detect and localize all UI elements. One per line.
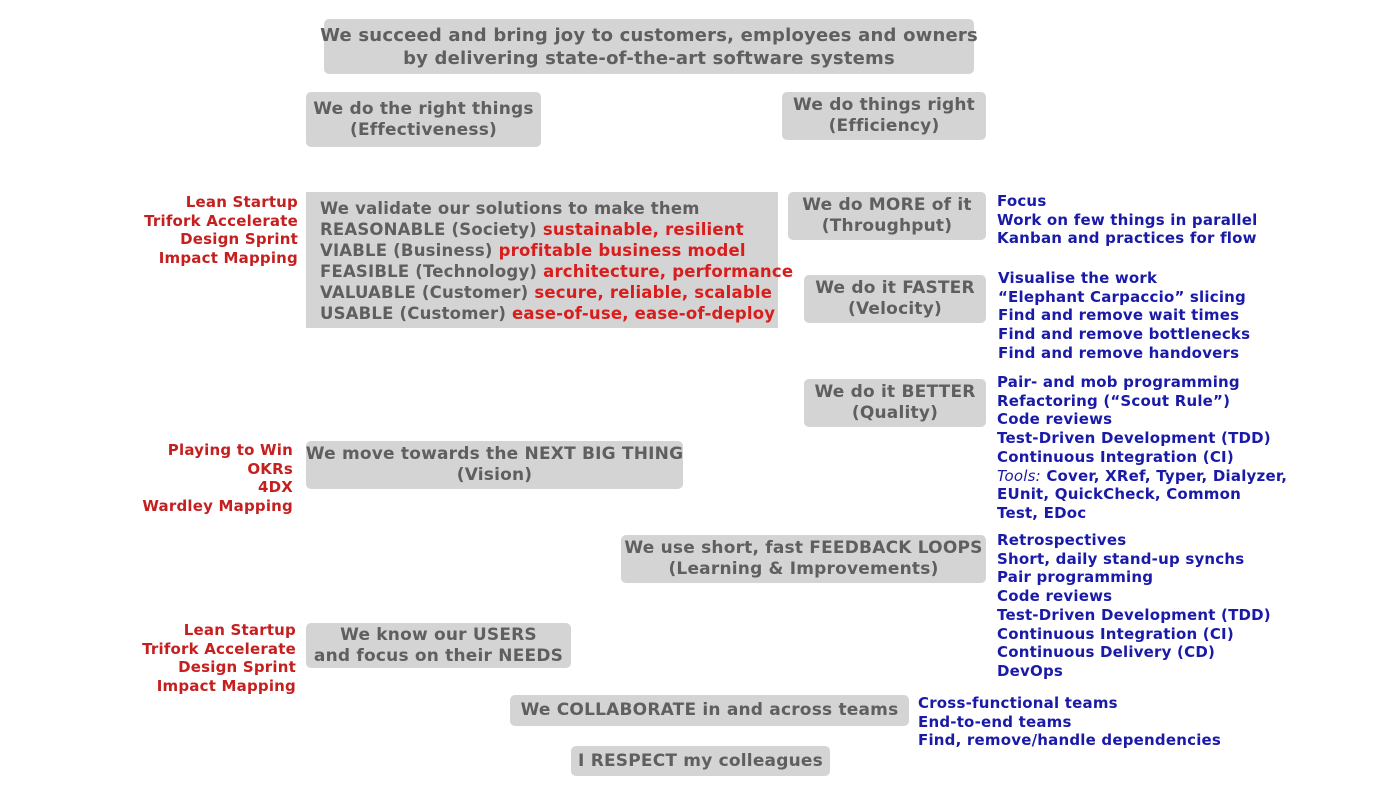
efficiency-line-1: We do things right (793, 95, 975, 115)
list-item: Playing to Win (167, 441, 293, 459)
list-item: Continuous Integration (CI) (997, 447, 1234, 466)
throughput-practices-list (997, 192, 1257, 248)
list-item: Lean Startup (183, 621, 296, 639)
quality-line-2: (Quality) (851, 403, 939, 423)
tools-line: Test, EDoc (997, 503, 1087, 522)
quality-practices-list (997, 373, 1287, 523)
respect-box (571, 746, 830, 776)
list-item: Find, remove/handle dependencies (918, 731, 1222, 750)
validate-intro: We validate our solutions to make them (320, 199, 700, 218)
mission-line-1: We succeed and bring joy to customers, employees and owners (320, 24, 978, 46)
list-item: Visualise the work (998, 269, 1158, 287)
list-item: Short, daily stand-up synchs (997, 549, 1245, 568)
users-line-1: We know our USERS (340, 624, 537, 645)
users-methods-list (142, 621, 296, 696)
list-item: Continuous Delivery (CD) (997, 643, 1216, 662)
tools-line: EUnit, QuickCheck, Common (997, 485, 1241, 504)
quality-line-1: We do it BETTER (814, 382, 976, 402)
list-item: Find and remove handovers (998, 343, 1240, 362)
users-line-2: and focus on their NEEDS (313, 645, 564, 666)
vision-line-1: We move towards the NEXT BIG THING (305, 444, 684, 464)
collaborate-practices-list (918, 694, 1221, 750)
efficiency-box (782, 92, 986, 140)
list-item: Trifork Accelerate (144, 211, 298, 230)
collaborate-box (510, 695, 909, 726)
list-item: Test-Driven Development (TDD) (997, 605, 1271, 624)
list-item: Focus (997, 192, 1047, 210)
throughput-line-2: (Throughput) (821, 216, 953, 236)
effectiveness-line-2: (Effectiveness) (350, 119, 497, 140)
vision-box (306, 441, 683, 489)
velocity-box (804, 275, 986, 323)
list-item: Wardley Mapping (142, 497, 293, 516)
list-item: DevOps (997, 661, 1064, 680)
throughput-line-1: We do MORE of it (802, 195, 972, 215)
throughput-box (788, 192, 986, 240)
validate-row: VIABLE (Business) profitable business model (320, 241, 746, 260)
list-item: OKRs (247, 459, 293, 478)
list-item: Refactoring (“Scout Rule”) (997, 391, 1231, 410)
efficiency-line-2: (Efficiency) (828, 116, 940, 136)
list-item: Code reviews (997, 587, 1113, 606)
velocity-line-2: (Velocity) (848, 299, 942, 319)
collaborate-line-1: We COLLABORATE in and across teams (520, 700, 899, 720)
feedback-line-1: We use short, fast FEEDBACK LOOPS (624, 538, 983, 558)
list-item: Impact Mapping (158, 249, 298, 268)
validate-row: REASONABLE (Society) sustainable, resilient (320, 220, 744, 239)
list-item: End-to-end teams (918, 712, 1072, 731)
list-item: Impact Mapping (156, 677, 296, 696)
list-item: Design Sprint (178, 658, 296, 677)
list-item: Continuous Integration (CI) (997, 624, 1234, 643)
feedback-box (621, 535, 986, 583)
list-item: Trifork Accelerate (142, 639, 296, 658)
list-item: Retrospectives (997, 531, 1127, 549)
validate-row: FEASIBLE (Technology) architecture, performance (320, 262, 794, 281)
list-item: Pair- and mob programming (997, 373, 1240, 391)
list-item: “Elephant Carpaccio” slicing (998, 287, 1246, 306)
list-item: Pair programming (997, 568, 1154, 587)
velocity-line-1: We do it FASTER (815, 278, 975, 298)
list-item: 4DX (257, 478, 293, 497)
list-item: Find and remove bottlenecks (998, 325, 1251, 344)
list-item: Work on few things in parallel (997, 210, 1258, 229)
list-item: Design Sprint (180, 230, 298, 249)
mission-box (320, 19, 978, 74)
feedback-line-2: (Learning & Improvements) (668, 559, 939, 579)
list-item: Cross-functional teams (918, 694, 1118, 712)
vision-methods-list (142, 441, 293, 516)
list-item: Kanban and practices for flow (997, 229, 1257, 248)
list-item: Lean Startup (185, 193, 298, 211)
effectiveness-box (306, 92, 541, 147)
respect-line-1: I RESPECT my colleagues (578, 750, 823, 771)
list-item: Code reviews (997, 410, 1113, 429)
validate-box (306, 192, 794, 328)
vision-line-2: (Vision) (456, 465, 533, 485)
quality-box (804, 379, 986, 427)
velocity-practices-list (998, 269, 1250, 363)
mission-line-2: by delivering state-of-the-art software systems (403, 47, 895, 69)
validate-row: VALUABLE (Customer) secure, reliable, scalable (320, 283, 773, 302)
list-item: Find and remove wait times (998, 306, 1240, 325)
validate-row: USABLE (Customer) ease-of-use, ease-of-deploy (320, 304, 776, 323)
effectiveness-line-1: We do the right things (313, 98, 534, 119)
tools-label: Tools: (997, 466, 1041, 485)
users-box (306, 623, 571, 668)
feedback-practices-list (997, 531, 1271, 681)
tools-line: Tools: Cover, XRef, Typer, Dialyzer, (997, 466, 1288, 485)
validate-methods-list (144, 193, 298, 268)
list-item: Test-Driven Development (TDD) (997, 429, 1271, 448)
